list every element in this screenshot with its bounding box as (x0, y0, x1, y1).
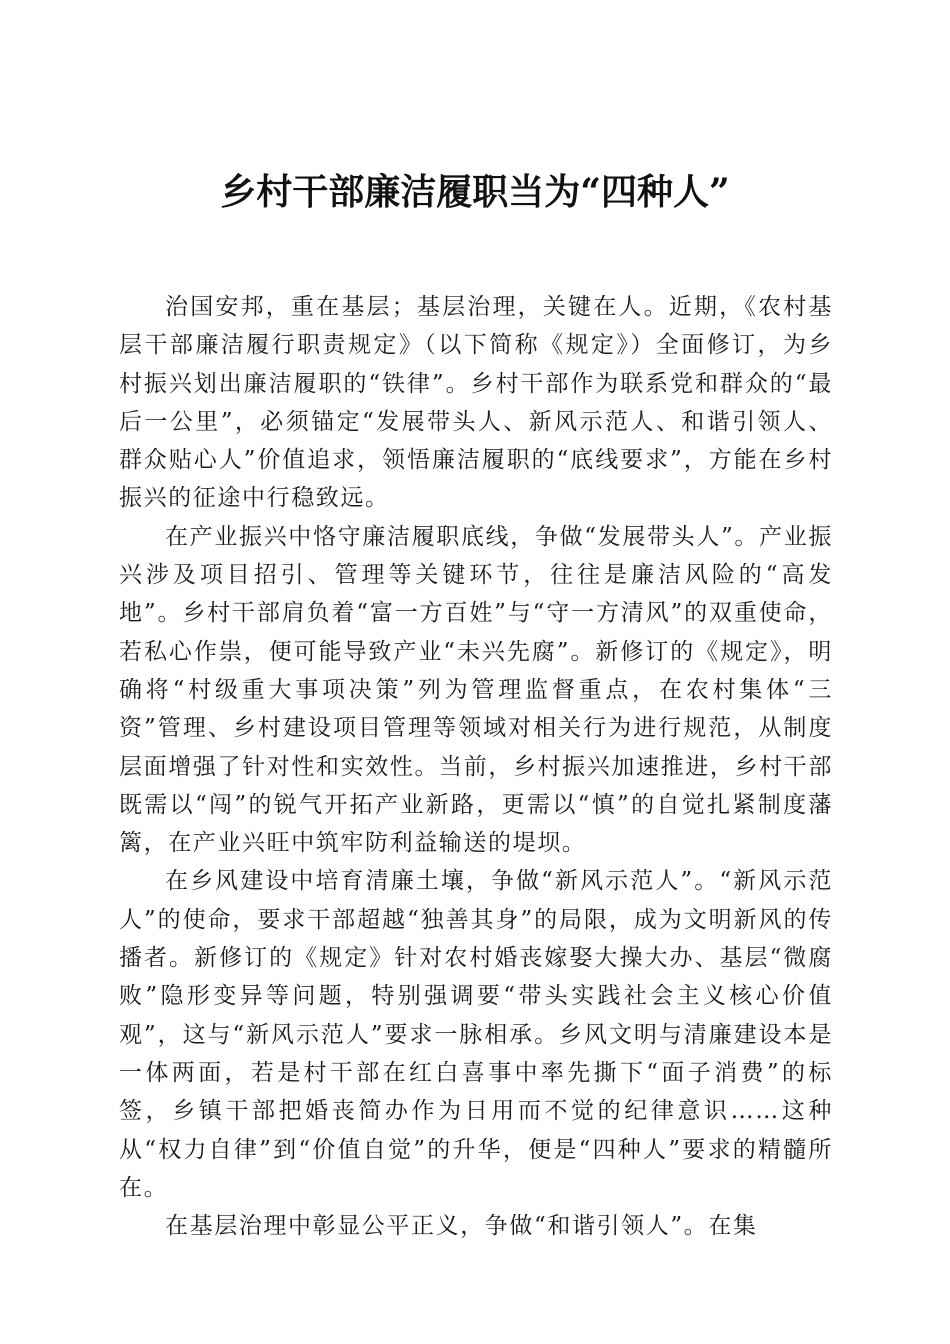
paragraph-new-style-model: 在乡风建设中培育清廉土壤，争做“新风示范人”。“新风示范人”的使命，要求干部超越“独善其身”的局限，成为文明新风的传播者。新修订的《规定》针对农村婚丧嫁娶大操大办、基层“微腐败”隐形变异等问题，特别强调要“带头实践社会主义核心价值观”，这与“新风示范人”要求一脉相承。乡风文明与清廉建设本是一体两面，若是村干部在红白喜事中率先撕下“面子消费”的标签，乡镇干部把婚丧简办作为日用而不觉的纪律意识……这种从“权力自律”到“价值自觉”的升华，便是“四种人”要求的精髓所在。 (119, 868, 833, 1201)
paragraph-intro: 治国安邦，重在基层；基层治理，关键在人。近期，《农村基层干部廉洁履行职责规定》（以下简称《规定》）全面修订，为乡村振兴划出廉洁履职的“铁律”。乡村干部作为联系党和群众的“最后一公里”，必须锚定“发展带头人、新风示范人、和谐引领人、群众贴心人”价值追求，领悟廉洁履职的“底线要求”，方能在乡村振兴的征途中行稳致远。 (119, 294, 833, 512)
document-title: 乡村干部廉洁履职当为“四种人” (220, 171, 730, 213)
paragraph-development-leader: 在产业振兴中恪守廉洁履职底线，争做“发展带头人”。产业振兴涉及项目招引、管理等关键环节，往往是廉洁风险的“高发地”。乡村干部肩负着“富一方百姓”与“守一方清风”的双重使命，若私心作祟，便可能导致产业“未兴先腐”。新修订的《规定》，明确将“村级重大事项决策”列为管理监督重点，在农村集体“三资”管理、乡村建设项目管理等领域对相关行为进行规范，从制度层面增强了针对性和实效性。当前，乡村振兴加速推进，乡村干部既需以“闯”的锐气开拓产业新路，更需以“慎”的自觉扎紧制度藩篱，在产业兴旺中筑牢防利益输送的堤坝。 (119, 523, 833, 857)
paragraph-harmony-leader: 在基层治理中彰显公平正义，争做“和谐引领人”。在集 (165, 1213, 758, 1240)
document-body (119, 288, 833, 1245)
